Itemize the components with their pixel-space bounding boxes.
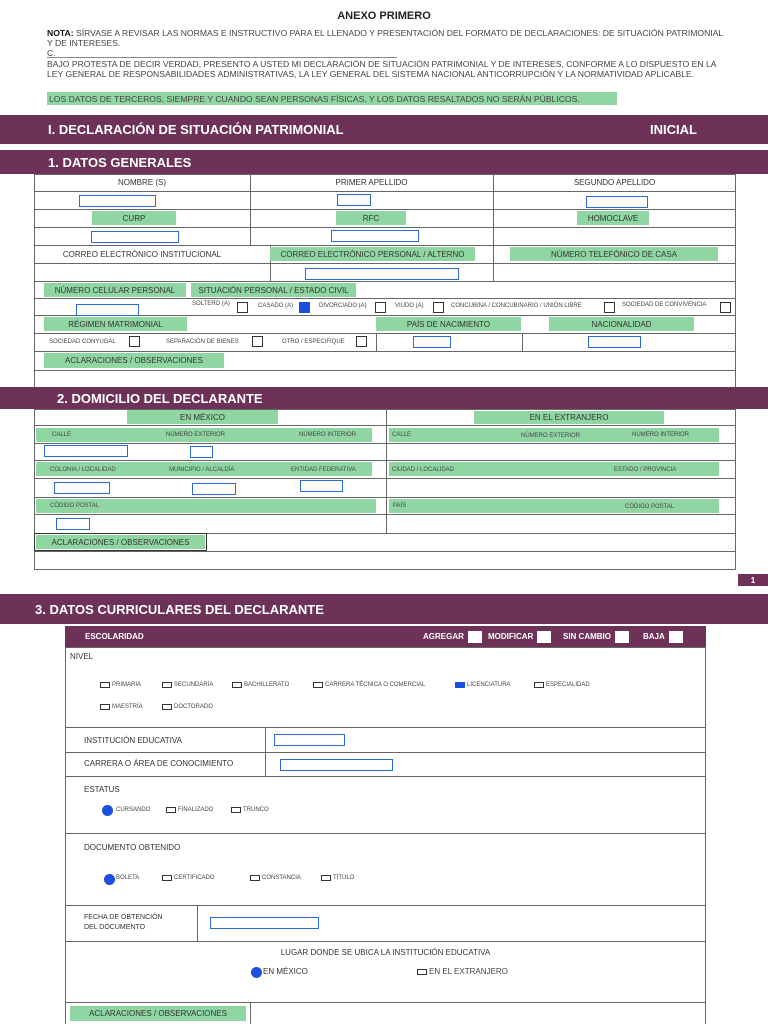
ext-pais-label: PAÍS bbox=[393, 503, 407, 509]
maestria-label: MAESTRÍA bbox=[112, 704, 143, 710]
correo-personal-input[interactable] bbox=[305, 268, 459, 280]
ext-ciudad-label: CIUDAD / LOCALIDAD bbox=[392, 467, 455, 473]
lugar-extranjero-label: EN EL EXTRANJERO bbox=[429, 967, 508, 976]
documento-label: DOCUMENTO OBTENIDO bbox=[84, 843, 181, 852]
estado-soltero bbox=[192, 301, 230, 307]
secundaria-checkbox[interactable] bbox=[162, 682, 172, 688]
curp-input[interactable] bbox=[91, 231, 179, 243]
nivel-label: NIVEL bbox=[70, 652, 94, 661]
sin-cambio-label: SIN CAMBIO bbox=[563, 632, 611, 641]
fecha-input[interactable] bbox=[210, 917, 319, 929]
agregar-option bbox=[423, 631, 482, 643]
otro-checkbox[interactable] bbox=[356, 336, 367, 347]
agregar-checkbox[interactable] bbox=[468, 631, 482, 643]
section-patrimonial-band bbox=[0, 115, 768, 144]
cursando-label: CURSANDO bbox=[116, 807, 151, 813]
licenciatura-label: LICENCIATURA bbox=[467, 682, 511, 688]
mx-cp-input[interactable] bbox=[56, 518, 90, 530]
institucion-input[interactable] bbox=[274, 734, 345, 746]
estado-viudo-label: VIUDO (A) bbox=[395, 303, 424, 309]
estado-concubina-label: CONCUBINA / CONCUBINARIO / UNIÓN LIBRE bbox=[451, 303, 582, 309]
doctorado-label: DOCTORADO bbox=[174, 704, 213, 710]
nota-text: SÍRVASE A REVISAR LAS NORMAS E INSTRUCTIVO PARA EL LLENADO Y PRESENTACIÓN DEL FORMATO DE DECLARACIONES: DE SITUACIÓN PATRIMONIAL Y DE INTERESES. bbox=[47, 28, 723, 48]
nombre-input[interactable] bbox=[79, 195, 156, 207]
regimen-separacion bbox=[166, 339, 239, 345]
regimen-label: RÉGIMEN MATRIMONIAL bbox=[44, 317, 187, 331]
rfc-label: RFC bbox=[336, 211, 406, 225]
carrera-tecnica-label: CARRERA TÉCNICA O COMERCIAL bbox=[325, 682, 426, 688]
correo-institucional-label: CORREO ELECTRÓNICO INSTITUCIONAL bbox=[62, 249, 222, 259]
nivel-licenciatura[interactable] bbox=[455, 682, 511, 688]
fecha-label-2: DEL DOCUMENTO bbox=[84, 924, 146, 931]
nivel-doctorado[interactable] bbox=[162, 704, 213, 710]
cursando-radio[interactable] bbox=[102, 805, 113, 816]
baja-checkbox[interactable] bbox=[669, 631, 683, 643]
en-mexico-label: EN MÉXICO bbox=[127, 410, 278, 424]
nivel-primaria[interactable] bbox=[100, 682, 141, 688]
celular-input[interactable] bbox=[76, 304, 139, 316]
institucion-label: INSTITUCIÓN EDUCATIVA bbox=[84, 736, 182, 745]
estado-viudo bbox=[395, 303, 424, 309]
estado-concubina bbox=[451, 303, 582, 309]
ext-num-int-label: NÚMERO INTERIOR bbox=[632, 432, 689, 438]
boleta-label: BOLETA bbox=[116, 875, 140, 881]
en-extranjero-label: EN EL EXTRANJERO bbox=[474, 411, 664, 424]
c-line: C. bbox=[47, 48, 397, 58]
mx-colonia-label: COLONIA / LOCALIDAD bbox=[50, 467, 116, 473]
nacionalidad-input[interactable] bbox=[588, 336, 641, 348]
nivel-bachillerato[interactable] bbox=[232, 682, 289, 688]
mx-cp-label: CÓDIGO POSTAL bbox=[50, 503, 100, 509]
mx-calle-label: CALLE bbox=[52, 432, 72, 438]
modificar-label: MODIFICAR bbox=[488, 632, 534, 641]
correo-personal-label: CORREO ELECTRÓNICO PERSONAL / ALTERNO bbox=[270, 247, 475, 261]
divorciado-checkbox[interactable] bbox=[375, 302, 386, 313]
regimen-otro bbox=[282, 339, 345, 345]
ext-cp-label: CÓDIGO POSTAL bbox=[625, 504, 675, 510]
licenciatura-checkbox[interactable] bbox=[455, 682, 465, 688]
mx-num-ext-input[interactable] bbox=[190, 446, 213, 458]
modificar-option bbox=[488, 631, 551, 643]
mx-num-int-label: NÚMERO INTERIOR bbox=[299, 432, 356, 438]
documento-titulo[interactable] bbox=[321, 875, 354, 881]
nivel-especialidad[interactable] bbox=[534, 682, 590, 688]
nacionalidad-label: NACIONALIDAD bbox=[549, 317, 694, 331]
lugar-mexico-label: EN MÉXICO bbox=[263, 967, 308, 976]
regimen-conyugal bbox=[49, 339, 116, 345]
aclaraciones-curriculares-label: ACLARACIONES / OBSERVACIONES bbox=[70, 1006, 246, 1021]
sin-cambio-option bbox=[563, 631, 629, 643]
estatus-finalizado[interactable] bbox=[166, 807, 213, 813]
bachillerato-label: BACHILLERATO bbox=[244, 682, 290, 688]
escolaridad-header bbox=[65, 626, 706, 647]
mx-calle-input[interactable] bbox=[44, 445, 128, 457]
situacion-label: SITUACIÓN PERSONAL / ESTADO CIVIL bbox=[191, 283, 356, 297]
soltero-checkbox[interactable] bbox=[237, 302, 248, 313]
regimen-separacion-label: SEPARACIÓN DE BIENES bbox=[166, 339, 239, 345]
ext-estado-label: ESTADO / PROVINCIA bbox=[614, 467, 677, 473]
primaria-checkbox[interactable] bbox=[100, 682, 110, 688]
documento-constancia[interactable] bbox=[250, 875, 301, 881]
nombre-label: NOMBRE (S) bbox=[118, 178, 166, 187]
estado-casado-label: CASADO (A) bbox=[258, 303, 294, 309]
nivel-secundaria[interactable] bbox=[162, 682, 213, 688]
titulo-checkbox[interactable] bbox=[321, 875, 331, 881]
datos-generales-band: 1. DATOS GENERALES bbox=[0, 150, 768, 174]
mx-colonia-input[interactable] bbox=[54, 482, 110, 494]
section-title: I. DECLARACIÓN DE SITUACIÓN PATRIMONIAL bbox=[48, 122, 344, 137]
lugar-extranjero[interactable] bbox=[417, 967, 508, 976]
estado-casado bbox=[258, 303, 293, 309]
document-title: ANEXO PRIMERO bbox=[337, 10, 431, 22]
bachillerato-checkbox[interactable] bbox=[232, 682, 242, 688]
modificar-checkbox[interactable] bbox=[537, 631, 551, 643]
finalizado-label: FINALIZADO bbox=[178, 807, 214, 813]
curriculares-band: 3. DATOS CURRICULARES DEL DECLARANTE bbox=[0, 594, 768, 624]
constancia-label: CONSTANCIA bbox=[262, 875, 301, 881]
en-mexico-radio[interactable] bbox=[251, 967, 262, 978]
conyugal-checkbox[interactable] bbox=[129, 336, 140, 347]
aclaraciones-generales-label: ACLARACIONES / OBSERVACIONES bbox=[44, 353, 224, 368]
mx-entidad-input[interactable] bbox=[300, 480, 343, 492]
primer-apellido-label: PRIMER APELLIDO bbox=[335, 178, 408, 187]
finalizado-checkbox[interactable] bbox=[166, 807, 176, 813]
sin-cambio-checkbox[interactable] bbox=[615, 631, 629, 643]
especialidad-label: ESPECIALIDAD bbox=[546, 682, 590, 688]
constancia-checkbox[interactable] bbox=[250, 875, 260, 881]
telefono-casa-label: NÚMERO TELEFÓNICO DE CASA bbox=[510, 247, 718, 261]
lugar-label: LUGAR DONDE SE UBICA LA INSTITUCIÓN EDUCATIVA bbox=[280, 948, 491, 957]
protesta-paragraph: BAJO PROTESTA DE DECIR VERDAD, PRESENTO A USTED MI DECLARACIÓN DE SITUACIÓN PATRIMONIAL Y DE INTERESES, CONFORME A LO DISPUESTO EN LA LEY GENERAL DE RESPONSABILIDADES ADMINISTRATIVAS, LA LEY GENERAL DEL SISTEMA NACIONAL ANTICORRUPCIÓN Y LA NORMATIVIDAD APLICABLE. bbox=[47, 59, 717, 79]
fecha-label-1: FECHA DE OBTENCIÓN bbox=[84, 914, 163, 921]
carrera-tecnica-checkbox[interactable] bbox=[313, 682, 323, 688]
carrera-label: CARRERA O ÁREA DE CONOCIMIENTO bbox=[84, 759, 234, 768]
mx-municipio-label: MUNICIPIO / ALCALDÍA bbox=[169, 467, 235, 473]
viudo-checkbox[interactable] bbox=[433, 302, 444, 313]
casado-checkbox[interactable] bbox=[299, 302, 310, 313]
titulo-label: TÍTULO bbox=[333, 875, 355, 881]
pais-nacimiento-label: PAÍS DE NACIMIENTO bbox=[376, 317, 521, 331]
estado-divorciado bbox=[319, 303, 367, 309]
estado-soltero-label: SOLTERO (A) bbox=[192, 301, 230, 307]
secundaria-label: SECUNDARIA bbox=[174, 682, 214, 688]
domicilio-band: 2. DOMICILIO DEL DECLARANTE bbox=[0, 387, 768, 409]
certificado-checkbox[interactable] bbox=[162, 875, 172, 881]
homoclave-label: HOMOCLAVE bbox=[577, 211, 649, 225]
terceros-notice: LOS DATOS DE TERCEROS, SIEMPRE Y CUANDO SEAN PERSONAS FÍSICAS, Y LOS DATOS RESALTADOS NO SERÁN PÚBLICOS. bbox=[47, 92, 617, 105]
maestria-checkbox[interactable] bbox=[100, 704, 110, 710]
ext-num-ext-label: NÚMERO EXTERIOR bbox=[521, 433, 581, 439]
aclaraciones-domicilio-label: ACLARACIONES / OBSERVACIONES bbox=[36, 535, 205, 549]
documento-certificado[interactable] bbox=[162, 875, 215, 881]
escolaridad-label: ESCOLARIDAD bbox=[85, 632, 144, 641]
separacion-checkbox[interactable] bbox=[252, 336, 263, 347]
trunco-label: TRUNCO bbox=[243, 807, 269, 813]
curp-label: CURP bbox=[92, 211, 176, 225]
estado-divorciado-label: DIVORCIADO (A) bbox=[319, 303, 367, 309]
page-number: 1 bbox=[738, 574, 768, 586]
baja-option bbox=[643, 631, 683, 643]
mx-num-ext-label: NÚMERO EXTERIOR bbox=[166, 432, 226, 438]
estatus-trunco[interactable] bbox=[231, 807, 269, 813]
doctorado-checkbox[interactable] bbox=[162, 704, 172, 710]
trunco-checkbox[interactable] bbox=[231, 807, 241, 813]
nivel-maestria[interactable] bbox=[100, 704, 143, 710]
estado-convivencia bbox=[622, 302, 706, 308]
mx-municipio-input[interactable] bbox=[192, 483, 236, 495]
nota-paragraph bbox=[47, 28, 723, 48]
primaria-label: PRIMARIA bbox=[112, 682, 142, 688]
mx-entidad-label: ENTIDAD FEDERATIVA bbox=[291, 467, 356, 473]
regimen-otro-label: OTRO / ESPECIFIQUE bbox=[282, 339, 345, 345]
convivencia-checkbox[interactable] bbox=[720, 302, 731, 313]
rfc-input[interactable] bbox=[331, 230, 419, 242]
boleta-radio[interactable] bbox=[104, 874, 115, 885]
pais-nacimiento-input[interactable] bbox=[413, 336, 451, 348]
ext-calle-label: CALLE bbox=[392, 432, 412, 438]
segundo-apellido-label: SEGUNDO APELLIDO bbox=[573, 178, 656, 187]
estado-convivencia-label: SOCIEDAD DE CONVIVENCIA bbox=[622, 302, 707, 308]
primer-apellido-input[interactable] bbox=[337, 194, 371, 206]
lugar-extranjero-checkbox[interactable] bbox=[417, 969, 427, 975]
celular-label: NÚMERO CELULAR PERSONAL bbox=[44, 283, 186, 297]
segundo-apellido-input[interactable] bbox=[586, 196, 648, 208]
carrera-input[interactable] bbox=[280, 759, 393, 771]
baja-label: BAJA bbox=[643, 632, 665, 641]
regimen-conyugal-label: SOCIEDAD CONYUGAL bbox=[49, 339, 116, 345]
declaration-type: INICIAL bbox=[650, 122, 697, 137]
especialidad-checkbox[interactable] bbox=[534, 682, 544, 688]
concubina-checkbox[interactable] bbox=[604, 302, 615, 313]
nivel-carrera-tecnica[interactable] bbox=[313, 682, 425, 688]
nota-label: NOTA: bbox=[47, 28, 74, 38]
agregar-label: AGREGAR bbox=[423, 632, 464, 641]
certificado-label: CERTIFICADO bbox=[174, 875, 215, 881]
estatus-label: ESTATUS bbox=[84, 785, 120, 794]
